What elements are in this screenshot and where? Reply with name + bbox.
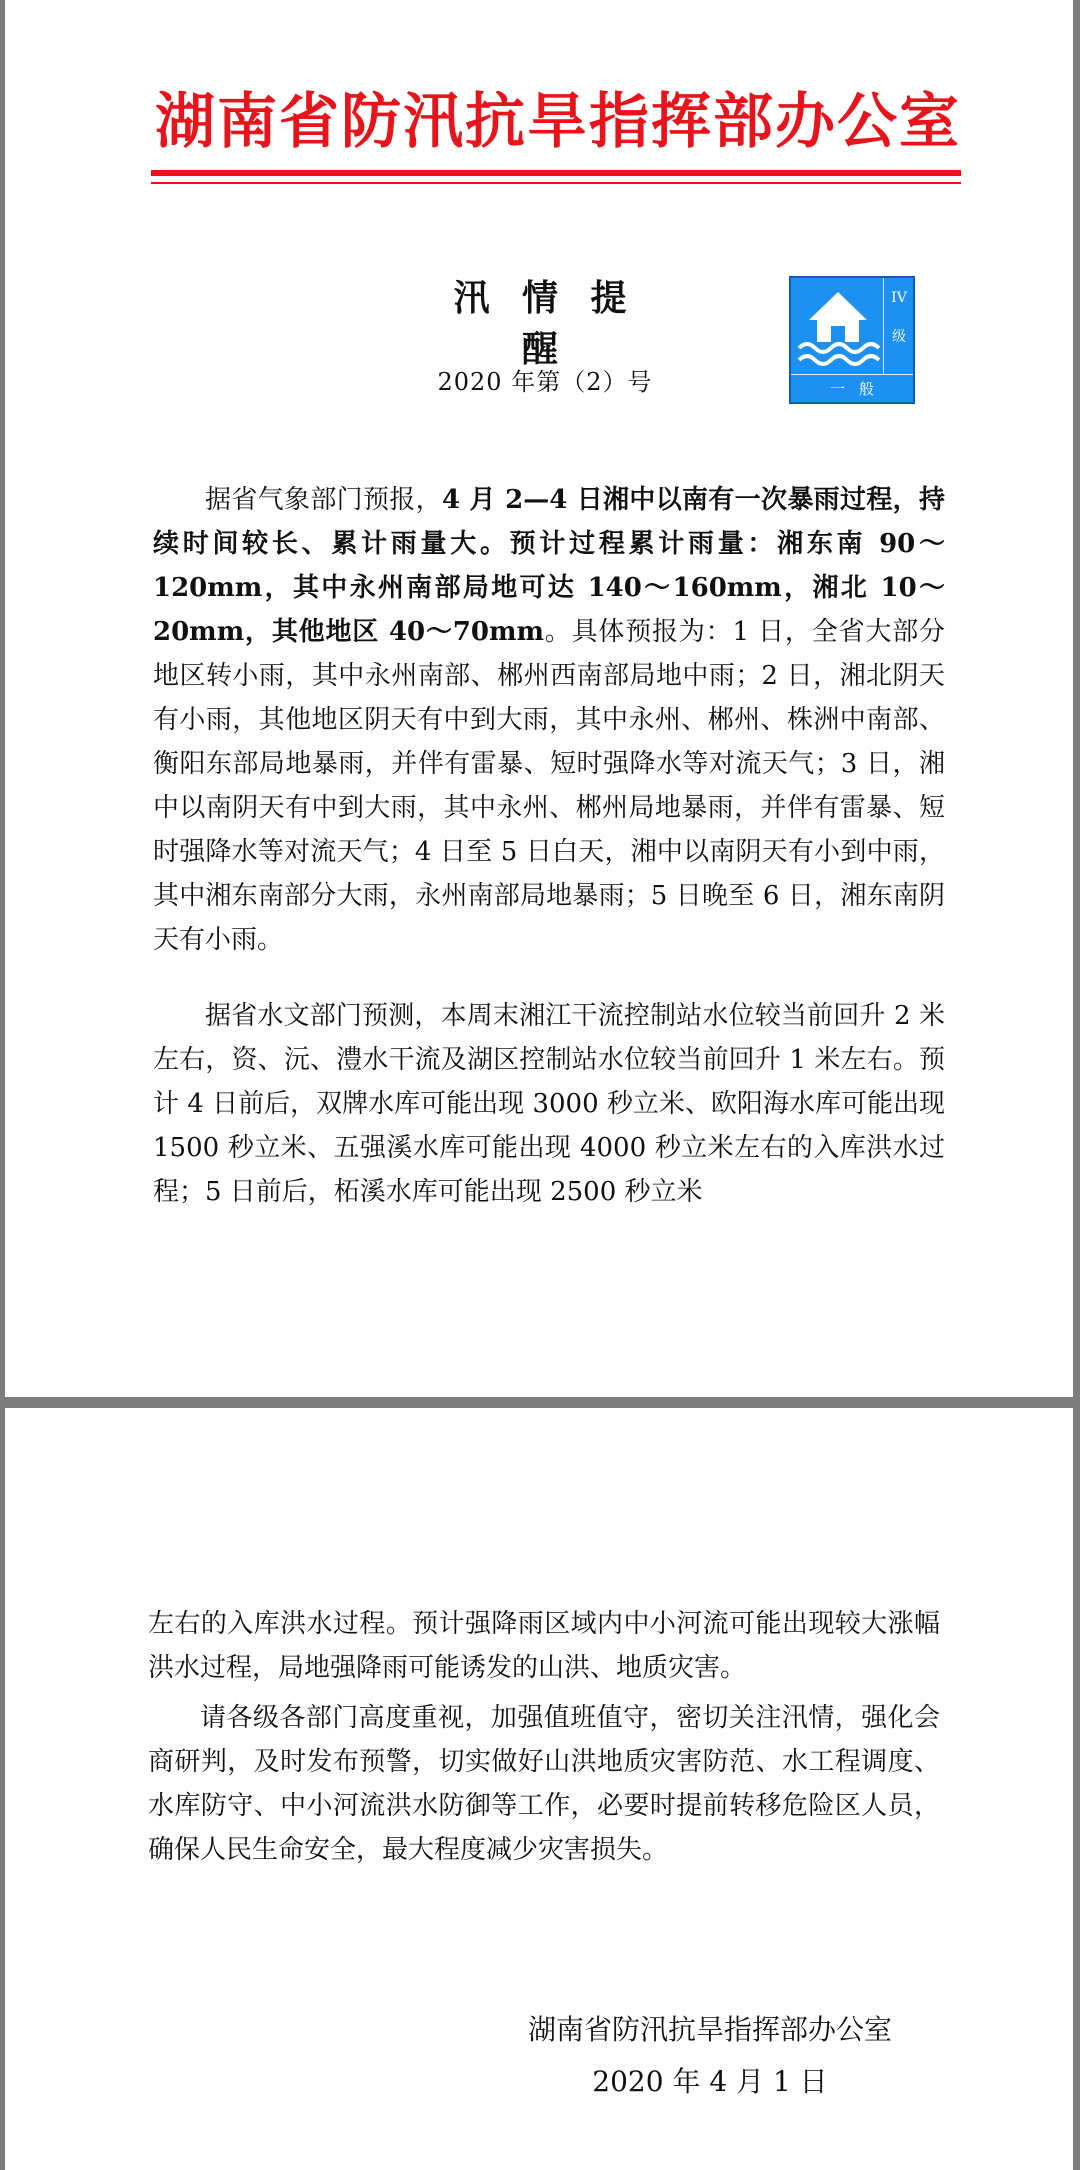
paragraph-detail: 。具体预报为：1 日，全省大部分地区转小雨，其中永州南部、郴州西南部局地中雨；2 日，湘北阴天有小雨，其他地区阴天有中到大雨，其中永州、郴州、株洲中南部、衡阳东部局地暴雨，并伴有雷暴、短时强降水等对流天气；3 日，湘中以南阴天有中到大雨，其中永州、郴州局地暴雨，并伴有雷暴、短时强降水等对流天气；4 日至 5 日白天，湘中以南阴天有小到中雨，其中湘东南部分大雨，永州南部局地暴雨；5 日晚至 6 日，湘东南阴天有小雨。 — [153, 617, 946, 955]
signature-org: 湖南省防汛抗旱指挥部办公室 — [527, 2013, 892, 2046]
paragraph-hydrology-forecast: 据省水文部门预测，本周末湘江干流控制站水位较当前回升 2 米左右，资、沅、澧水干流及湖区控制站水位较当前回升 1 米左右。预计 4 日前后，双牌水库可能出现 3000 秒立米、欧阳海水库可能出现 1500 秒立米、五强溪水库可能出现 4000 秒立米左右的入库洪水过程；5 日前后，柘溪水库可能出现 2500 秒立米 — [153, 1001, 945, 1207]
paragraph-hydrology-continued: 左右的入库洪水过程。预计强降雨区域内中小河流可能出现较大涨幅洪水过程，局地强降雨可能诱发的山洪、地质灾害。 — [148, 1609, 940, 1683]
house-flood-icon — [795, 284, 881, 372]
badge-roman-level: IV — [891, 290, 907, 306]
badge-level-text: 一般 — [829, 380, 888, 398]
paragraph-weather-forecast — [153, 478, 945, 962]
badge-divider-horizontal — [791, 374, 913, 375]
badge-divider-vertical — [883, 278, 884, 374]
warning-level-badge — [789, 276, 915, 404]
paragraph-bold-summary: 4 月 2—4 日湘中以南有一次暴雨过程，持续时间较长、累计雨量大。预计过程累计雨量：湘东南 90～120mm，其中永州南部局地可达 140～160mm，湘北 10～20mm，其他地区 40～70mm — [153, 485, 945, 647]
header-red-rule-thick — [151, 170, 961, 176]
notice-title: 汛 情 提 醒 — [453, 277, 637, 370]
document-page-1 — [5, 0, 1073, 1397]
notice-number: 2020 年第（2）号 — [437, 368, 653, 396]
paragraph-instructions: 请各级各部门高度重视，加强值班值守，密切关注汛情，强化会商研判，及时发布预警，切实做好山洪地质灾害防范、水工程调度、水库防守、中小河流洪水防御等工作，必要时提前转移危险区人员，确保人民生命安全，最大程度减少灾害损失。 — [148, 1703, 940, 1865]
signature-block — [470, 2004, 950, 2108]
signature-date: 2020 年 4 月 1 日 — [592, 2065, 828, 2098]
org-header-title: 湖南省防汛抗旱指挥部办公室 — [155, 87, 961, 157]
badge-grade-char: 级 — [892, 329, 906, 345]
header-red-rule-thin — [151, 182, 961, 184]
paragraph-lead: 据省气象部门预报， — [205, 485, 442, 515]
